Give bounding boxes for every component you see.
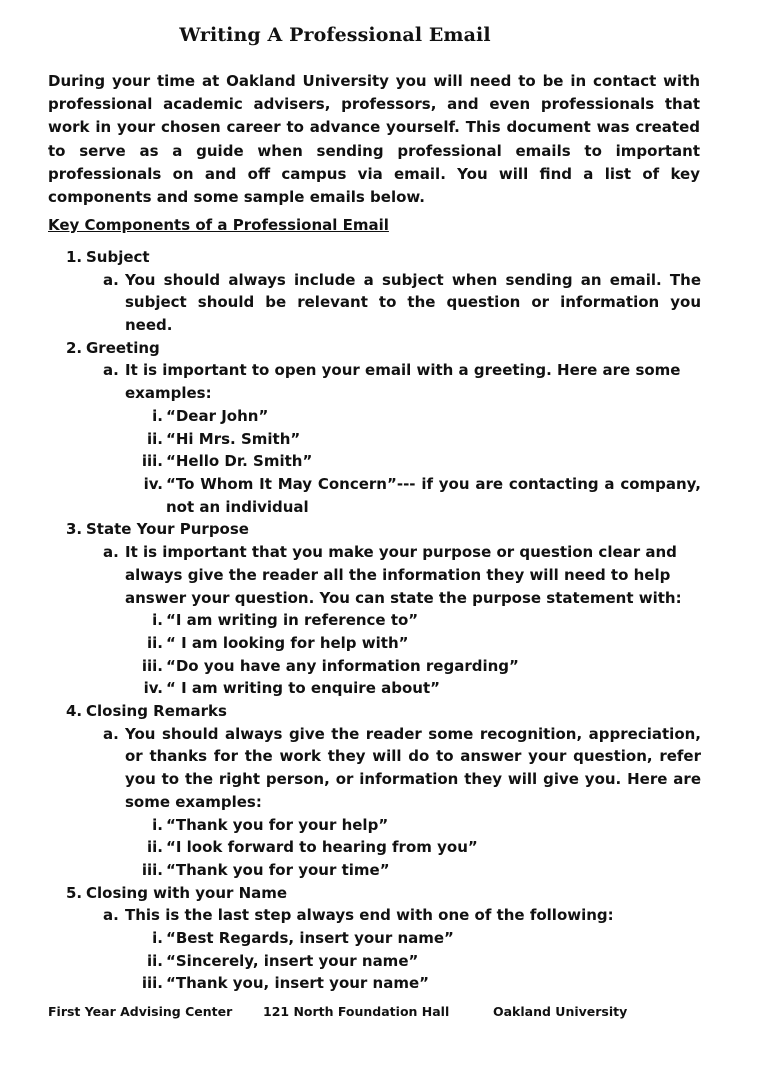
example-text: “Thank you, insert your name” (166, 974, 430, 993)
list-item-label: State Your Purpose (86, 520, 249, 539)
example-marker: i. (152, 815, 163, 834)
sub-item-marker: a. (103, 724, 119, 743)
example-marker: i. (152, 406, 163, 425)
example-text: “I am writing in reference to” (166, 611, 419, 630)
list-item (0, 882, 768, 996)
sub-item-text: You should always include a subject when sending an email. The subject should be relevant to the question or information you need. (125, 270, 701, 335)
example-marker: ii. (147, 633, 163, 652)
sub-item (103, 541, 701, 609)
example-item (141, 859, 701, 882)
list-item (0, 700, 768, 882)
example-text: “Hello Dr. Smith” (166, 452, 313, 471)
example-item (147, 836, 701, 859)
example-marker: iv. (143, 679, 163, 698)
example-item (143, 677, 701, 700)
key-components-list (0, 246, 768, 995)
sub-item-marker: a. (103, 361, 119, 380)
list-item-label: Subject (86, 248, 150, 266)
list-item-label: Closing with your Name (86, 883, 288, 902)
example-marker: i. (152, 929, 163, 948)
sub-item (103, 904, 701, 927)
sub-item-text: It is important to open your email with a greeting. Here are some examples: (125, 361, 681, 403)
list-item (0, 518, 768, 700)
example-item (152, 405, 701, 428)
page-title: Writing A Professional Email (179, 24, 491, 46)
example-marker: iii. (141, 452, 163, 471)
list-item-title (0, 246, 768, 269)
list-item (0, 337, 768, 519)
sub-item-text: This is the last step always end with one of the following: (125, 906, 614, 925)
sub-item-marker: a. (103, 543, 119, 562)
example-text: “Dear John” (166, 406, 269, 425)
example-marker: ii. (147, 951, 163, 970)
sub-item (103, 269, 701, 337)
list-item-title (0, 882, 768, 905)
sub-item-marker: a. (103, 906, 119, 925)
list-item-title (0, 518, 768, 541)
example-item (152, 609, 701, 632)
example-marker: iii. (141, 974, 163, 993)
list-item-title (0, 337, 768, 360)
example-item (147, 428, 701, 451)
example-item (147, 950, 701, 973)
example-item (141, 655, 701, 678)
example-item (141, 972, 701, 995)
sub-item-text: It is important that you make your purpose or question clear and always give the reader all the information they will need to help answer your question. You can state the purpose statement with: (125, 543, 682, 607)
example-item (141, 450, 701, 473)
list-item-number: 1. (66, 248, 83, 266)
example-text: “ I am writing to enquire about” (166, 679, 440, 698)
list-item-title (0, 700, 768, 723)
list-item (0, 246, 768, 337)
footer-location: 121 North Foundation Hall (263, 1004, 450, 1019)
footer-university: Oakland University (493, 1004, 628, 1019)
example-text: “Thank you for your help” (166, 815, 389, 834)
example-marker: ii. (147, 429, 163, 448)
list-item-number: 5. (66, 883, 83, 902)
example-marker: iii. (141, 860, 163, 879)
example-text: “Sincerely, insert your name” (166, 951, 419, 970)
sub-item-marker: a. (103, 270, 119, 289)
list-item-label: Closing Remarks (86, 702, 227, 721)
list-item-number: 4. (66, 702, 83, 721)
intro-paragraph: During your time at Oakland University you will need to be in contact with professional academic advisers, professors, and even professionals that work in your chosen career to advance yourself. This document was created to serve as a guide when sending professional emails to important professionals on and off campus via email. You will find a list of key components and some sample emails below. (48, 72, 700, 207)
example-marker: iv. (143, 475, 163, 493)
example-text: “Do you have any information regarding” (166, 656, 519, 675)
example-text: “I look forward to hearing from you” (166, 838, 478, 857)
example-text: “Hi Mrs. Smith” (166, 429, 301, 448)
example-item (147, 632, 701, 655)
footer-office: First Year Advising Center (48, 1004, 233, 1019)
example-marker: i. (152, 611, 163, 630)
sub-item-text: You should always give the reader some recognition, appreciation, or thanks for the work they will do to answer your question, refer you to the right person, or information they will give you. Here are some examples: (125, 724, 701, 811)
example-item (152, 814, 701, 837)
sub-item (103, 359, 701, 404)
example-text: “Best Regards, insert your name” (166, 929, 454, 948)
section-heading: Key Components of a Professional Email (48, 216, 389, 234)
example-item (143, 473, 701, 518)
sub-item (103, 723, 701, 814)
list-item-number: 2. (66, 338, 83, 357)
example-text: “ I am looking for help with” (166, 633, 409, 652)
list-item-label: Greeting (86, 338, 160, 357)
example-marker: ii. (147, 838, 163, 857)
list-item-number: 3. (66, 520, 83, 539)
example-marker: iii. (141, 656, 163, 675)
example-item (152, 927, 701, 950)
example-text: “Thank you for your time” (166, 860, 390, 879)
example-text: “To Whom It May Concern”--- if you are contacting a company, not an individual (166, 475, 701, 516)
